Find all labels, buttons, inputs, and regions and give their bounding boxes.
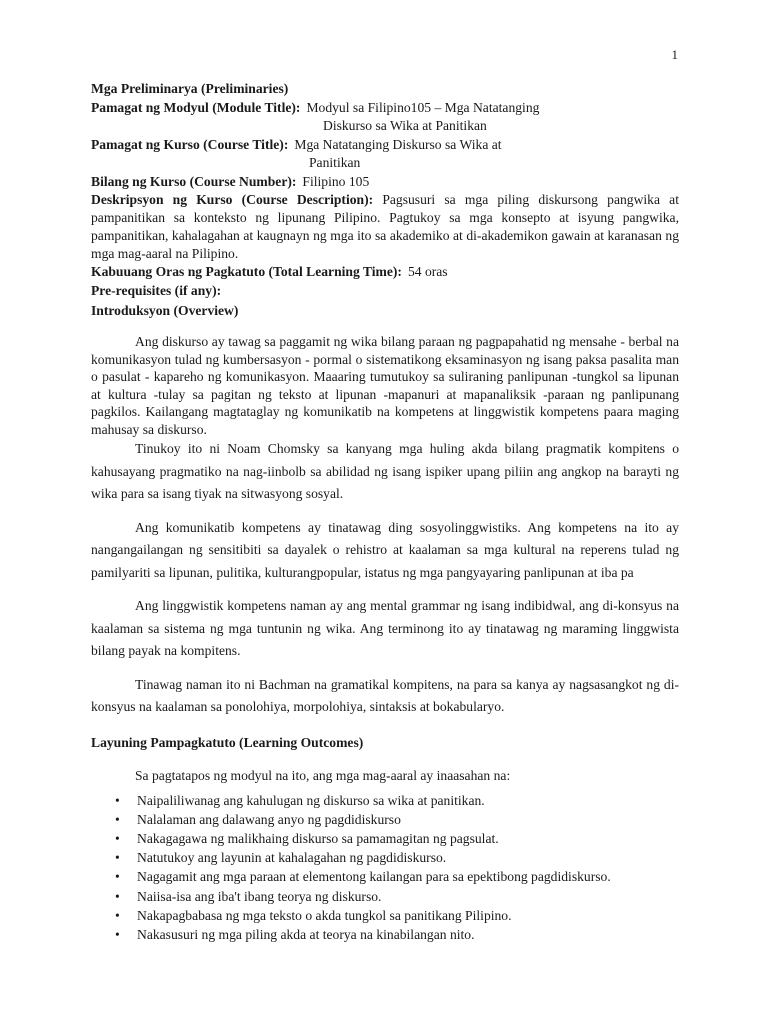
overview-paragraph: Ang diskurso ay tawag sa paggamit ng wika bilang paraan ng pagpapahatid ng mensahe - berbal na komunikasyon tulad ng kumbersasyon - pormal o sistematikong eksaminasyon ng isang paksa pasalita man o pasulat - kapareho ng komunikasyon. Maaaring tumutukoy sa suliraning panlipunan -tungkol sa lipunan at kultura -tulay sa pagitan ng teksto at lipunan -mapanuri at mapanaliksik -paraan ng panlipunang pagkilos. Kailangang magtataglay ng komunikatib na kompetens at linggwistik kompetens paara maging mahusay sa diskurso. bbox=[91, 334, 679, 437]
course-description bbox=[91, 191, 679, 263]
outcome-item: • Nagagamit ang mga paraan at elementong kailangan para sa epektibong pagdidiskurso. bbox=[91, 867, 679, 886]
outcome-item: • Naipaliliwanag ang kahulugan ng diskurso sa wika at panitikan. bbox=[91, 791, 679, 810]
module-title-label: Pamagat ng Modyul (Module Title): bbox=[91, 99, 301, 115]
document-body bbox=[91, 80, 679, 944]
outcome-item: • Natutukoy ang layunin at kahalagahan ng pagdidiskurso. bbox=[91, 848, 679, 867]
module-title-value: Modyul sa Filipino105 – Mga Natatanging bbox=[306, 99, 540, 115]
prerequisites-label: Pre-requisites (if any): bbox=[91, 282, 222, 298]
learning-time-row bbox=[91, 263, 679, 282]
course-title-continuation: Panitikan bbox=[309, 155, 361, 170]
course-number-label: Bilang ng Kurso (Course Number): bbox=[91, 173, 297, 189]
outcomes-intro: Sa pagtatapos ng modyul na ito, ang mga mag-aaral ay inaasahan na: bbox=[135, 767, 511, 783]
course-description-label: Deskripsyon ng Kurso (Course Description): bbox=[91, 192, 374, 207]
overview-paragraph: Ang linggwistik kompetens naman ay ang mental grammar ng isang indibidwal, ang di-konsyus na kaalaman sa sistema ng mga tuntunin ng wika. Ang terminong ito ay tinatawag ng maraming linggwista bilang payak na kompitens. bbox=[91, 598, 679, 658]
module-title-continuation: Diskurso sa Wika at Panitikan bbox=[323, 118, 487, 133]
overview-paragraph: Tinukoy ito ni Noam Chomsky sa kanyang mga huling akda bilang pragmatik kompitens o kahusayang pragmatiko na nag-iinbolb sa abilidad ng isang ispiker upang piliin ang angkop na barayti ng wika para sa isang tiyak na sitwasyong sosyal. bbox=[91, 441, 679, 501]
module-title-row bbox=[91, 99, 679, 118]
page-number: 1 bbox=[671, 47, 678, 62]
course-description-text: Pagsusuri sa mga piling diskursong pangwika at pampanitikan sa konteksto ng lipunang Pilipino. Pagtukoy sa mga konsepto at isyung pangwika, pampanitikan, kahalagahan at kaugnayn ng mga ito sa akademiko at di-akademikon gawain at karanasan ng mga mag-aaral na Pilipino. bbox=[91, 192, 679, 261]
course-number-value: Filipino 105 bbox=[302, 173, 370, 189]
outcomes-heading: Layuning Pampagkatuto (Learning Outcomes) bbox=[91, 734, 364, 750]
course-title-row bbox=[91, 136, 679, 155]
overview-paragraph: Ang komunikatib kompetens ay tinatawag ding sosyolinggwistiks. Ang kompetens na ito ay nangangailangan ng sensitibiti sa dayalek o rehistro at kaalaman sa mga kultural na reperens tulad ng pamilyariti sa lipunan, pulitika, kulturangpopular, istatus ng mga pangyayaring panlipunan at iba pa bbox=[91, 519, 679, 580]
learning-time-label: Kabuuang Oras ng Pagkatuto (Total Learning Time): bbox=[91, 264, 402, 279]
course-title-value: Mga Natatanging Diskurso sa Wika at bbox=[294, 136, 502, 152]
outcome-item: • Nalalaman ang dalawang anyo ng pagdidiskurso bbox=[91, 810, 679, 829]
outcome-item: • Nakasusuri ng mga piling akda at teorya na kinabilangan nito. bbox=[91, 925, 679, 944]
overview-heading: Introduksyon (Overview) bbox=[91, 303, 239, 318]
outcome-item: • Nakapagbabasa ng mga teksto o akda tungkol sa panitikang Pilipino. bbox=[91, 906, 679, 925]
learning-time-value: 54 oras bbox=[407, 264, 448, 279]
course-number-row bbox=[91, 173, 679, 192]
overview-paragraph: Tinawag naman ito ni Bachman na gramatikal kompitens, na para sa kanya ay nagsasangkot ng di-konsyus na kaalaman sa ponolohiya, morpolohiya, sintaksis at bokabularyo. bbox=[91, 676, 679, 714]
course-title-label: Pamagat ng Kurso (Course Title): bbox=[91, 136, 289, 152]
outcome-item: • Nakagagawa ng malikhaing diskurso sa pamamagitan ng pagsulat. bbox=[91, 829, 679, 848]
preliminaries-title: Mga Preliminarya (Preliminaries) bbox=[91, 81, 289, 96]
outcomes-list bbox=[91, 791, 679, 945]
outcome-item: • Naiisa-isa ang iba't ibang teorya ng diskurso. bbox=[91, 887, 679, 906]
